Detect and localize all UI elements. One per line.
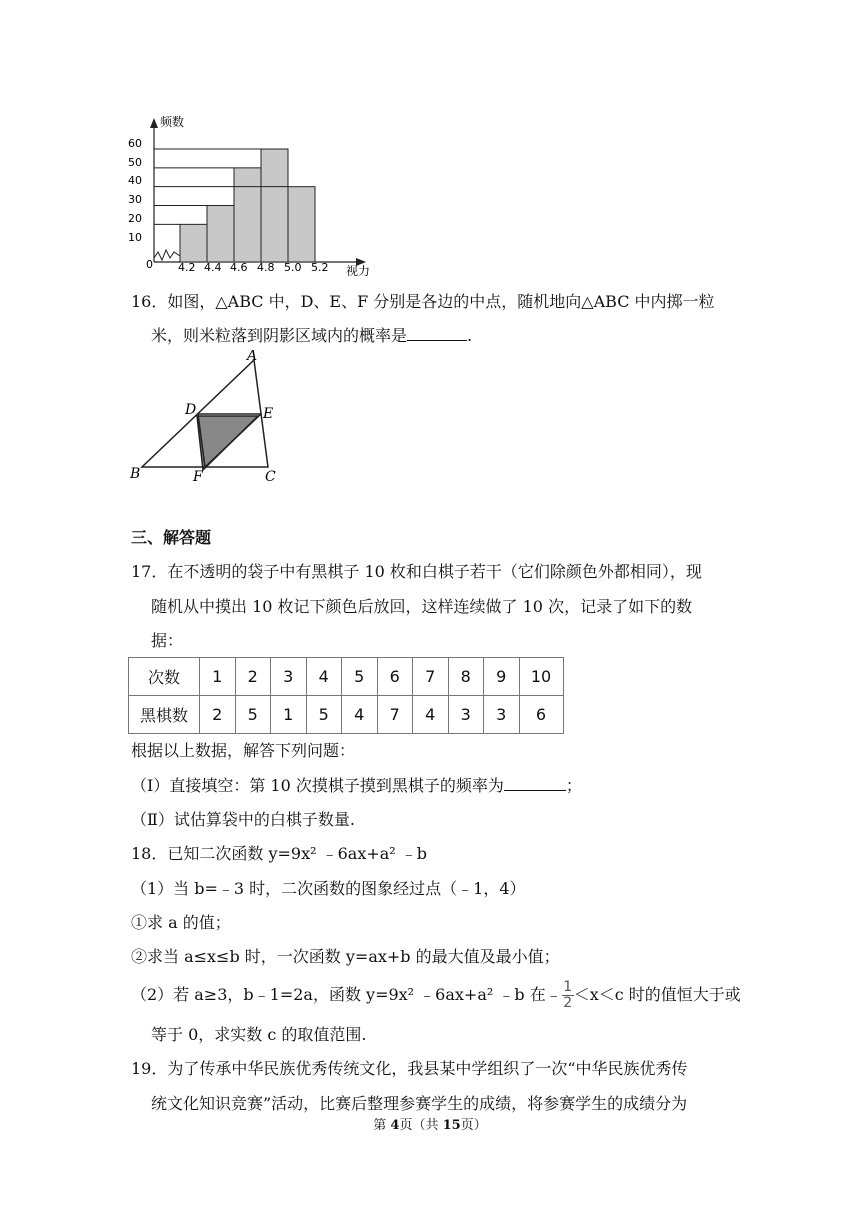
histogram-bar [261,149,288,262]
q17-line2: 随机从中摸出 10 枚记下颜色后放回，这样连续做了 10 次，记录了如下的数 [151,597,693,616]
histogram-bar [207,206,234,262]
footer-total-pages: 15 [442,1118,461,1133]
vertex-label-b: B [130,466,141,482]
point-label-e: E [263,406,274,422]
q18-line5-text: （2）若 a≥3，b﹣1=2a，函数 y=9x² ﹣6ax+a² ﹣b 在﹣ [131,985,562,1004]
q17-part1 [131,776,582,796]
table-cell: 2 [235,658,271,696]
table-row [129,658,564,696]
q18-line4: ②求当 a≤x≤b 时，一次函数 y=ax+b 的最大值及最小值； [131,947,560,966]
q18-line1: 18．已知二次函数 y=9x² ﹣6ax+a² ﹣b [131,844,428,863]
table-cell: 5 [306,696,342,734]
y-axis-arrow [150,118,158,128]
table-cell: 7 [377,696,413,734]
q17-after: 根据以上数据，解答下列问题： [131,741,356,760]
table-cell: 1 [200,658,236,696]
vertex-label-c: C [265,469,276,485]
q19-line2: 统文化知识竞赛”活动，比赛后整理参赛学生的成绩，将参赛学生的成绩分为 [151,1094,688,1113]
x-tick-label: 5.2 [311,261,329,274]
q18-line5 [131,981,741,1010]
q16-line1: 16．如图，△ABC 中，D、E、F 分别是各边的中点，随机地向△ABC 中内掷一粒 [131,292,715,311]
footer-mid: 页（共 [399,1118,443,1133]
q16-line2 [151,326,472,346]
q17-line3: 据： [151,631,184,650]
q18-line5-end: ＜x＜c 时的值恒大于或 [573,985,741,1004]
triangle-figure [126,350,286,488]
x-tick-label: 5.0 [284,261,302,274]
table-cell: 7 [413,658,449,696]
table-cell: 1 [271,696,307,734]
x-tick-label: 4.4 [204,261,222,274]
table-cell: 2 [200,696,236,734]
y-axis-title: 频数 [160,115,185,129]
histogram-bar [234,168,261,262]
x-tick-label: 4.2 [178,261,196,274]
table-cell: 5 [342,658,378,696]
y-tick-label: 40 [128,174,142,187]
fraction-numerator: 1 [563,979,573,995]
table-cell: 6 [519,696,563,734]
table-row-header: 次数 [129,658,200,696]
table-cell: 10 [519,658,563,696]
q18-line6: 等于 0，求实数 c 的取值范围. [151,1025,367,1044]
table-row-header: 黑棋数 [129,696,200,734]
y-tick-label: 50 [128,156,142,169]
x-axis-title: 视力 [346,264,371,278]
q16-answer-blank[interactable] [407,326,467,341]
q18-line3: ①求 a 的值； [131,913,231,932]
axis-break-zigzag [154,250,180,260]
footer-page-number: 4 [390,1118,400,1133]
table-cell: 4 [342,696,378,734]
table-cell: 9 [484,658,520,696]
footer-post: 页） [460,1118,487,1133]
table-cell: 3 [484,696,520,734]
q17-part1-end: ； [565,776,582,795]
y-tick-label: 30 [128,193,142,206]
x-tick-label: 4.8 [257,261,275,274]
q17-line1: 17．在不透明的袋子中有黑棋子 10 枚和白棋子若干（它们除颜色外都相同），现 [131,562,702,581]
y-tick-label: 10 [128,231,142,244]
section-heading: 三、解答题 [131,528,212,547]
q17-part1-text: （Ⅰ）直接填空：第 10 次摸棋子摸到黑棋子的频率为 [131,776,504,795]
q19-line1: 19．为了传承中华民族优秀传统文化，我县某中学组织了一次“中华民族优秀传 [131,1059,688,1078]
table-cell: 4 [413,696,449,734]
footer-pre: 第 [373,1118,391,1133]
table-cell: 4 [306,658,342,696]
point-label-f: F [193,469,203,485]
q17-answer-blank[interactable] [504,776,566,791]
y-tick-label: 20 [128,212,142,225]
histogram-bar [180,224,207,262]
table-row [129,696,564,734]
q16-line2-end: . [467,326,473,345]
shaded-triangle [197,416,258,470]
q18-line2: （1）当 b=﹣3 时，二次函数的图象经过点（﹣1，4） [131,879,526,898]
table-cell: 5 [235,696,271,734]
histogram-chart [120,112,380,280]
q17-part2: （Ⅱ）试估算袋中的白棋子数量. [131,810,355,829]
fraction-denominator: 2 [563,995,573,1011]
origin-label: 0 [146,258,153,271]
q17-data-table [128,657,564,734]
table-cell: 8 [448,658,484,696]
histogram-bar [288,187,315,262]
y-tick-label: 60 [128,137,142,150]
x-tick-label: 4.6 [230,261,248,274]
vertex-label-a: A [247,350,258,364]
page-footer [0,1114,860,1133]
table-cell: 3 [448,696,484,734]
table-cell: 3 [271,658,307,696]
fraction-half [562,981,574,1010]
point-label-d: D [185,402,197,418]
q16-line2-text: 米，则米粒落到阴影区域内的概率是 [151,326,408,345]
table-cell: 6 [377,658,413,696]
